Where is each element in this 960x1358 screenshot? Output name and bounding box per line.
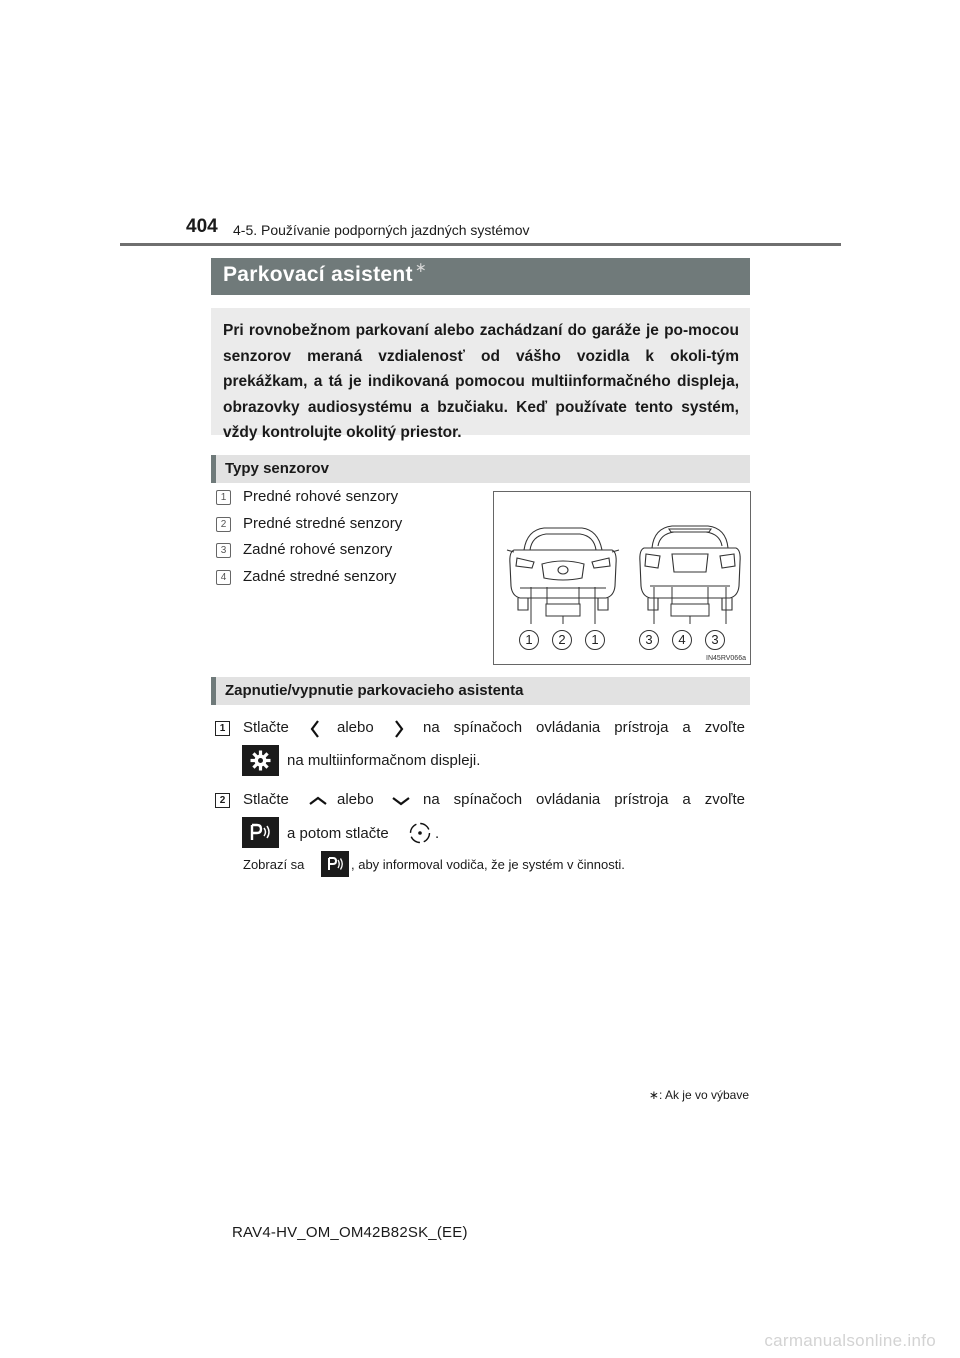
front-car-drawing bbox=[507, 528, 619, 610]
watermark: carmanualsonline.info bbox=[764, 1331, 936, 1350]
step-number-2: 2 bbox=[215, 793, 230, 808]
sensor-number-4: 4 bbox=[216, 570, 231, 585]
step2-press: Stlačte bbox=[243, 791, 289, 808]
section-title bbox=[223, 259, 427, 287]
step2-instruction: na spínačoch ovládania prístroja a zvoľte bbox=[423, 791, 745, 808]
callout-1-right: 1 bbox=[585, 630, 605, 650]
sensor-number-3: 3 bbox=[216, 543, 231, 558]
heading-accent bbox=[211, 677, 216, 705]
header-divider bbox=[120, 243, 841, 246]
chapter-title: 4-5. Používanie podporných jazdných systémov bbox=[233, 222, 530, 238]
step1-instruction: na spínačoch ovládania prístroja a zvoľte bbox=[423, 719, 745, 736]
page-number: 404 bbox=[186, 216, 218, 237]
chevron-right-icon bbox=[393, 719, 405, 739]
intro-box bbox=[211, 308, 750, 441]
figure-code: IN45RV066a bbox=[706, 655, 746, 662]
settings-gear-icon bbox=[242, 745, 279, 776]
footer-model-code: RAV4-HV_OM_OM42B82SK_(EE) bbox=[232, 1224, 468, 1241]
toggle-heading: Zapnutie/vypnutie parkovacieho asistenta bbox=[225, 682, 524, 699]
callout-2: 2 bbox=[552, 630, 572, 650]
sensor-types-heading-bar bbox=[211, 455, 750, 483]
intro-text: Pri rovnobežnom parkovaní alebo zachádzaní do garáže je po-mocou senzorov meraná vzdialenosť od vášho vozidla k okoli-tým prekážkam, a tá je indikovaná pomocou multiinformačného displeja, obrazovky audiosystému a bzučiaku. Keď používate tento systém, vždy kontrolujte okolitý priestor. bbox=[223, 322, 739, 441]
callout-3-left: 3 bbox=[639, 630, 659, 650]
step1-press: Stlačte bbox=[243, 719, 289, 736]
rear-car-drawing bbox=[640, 526, 740, 610]
sensor-location-figure bbox=[493, 491, 751, 665]
footnote-text: : Ak je vo výbave bbox=[658, 1088, 749, 1102]
step1-line2: na multiinformačnom displeji. bbox=[287, 752, 481, 769]
callout-3-right: 3 bbox=[705, 630, 725, 650]
callout-1-left: 1 bbox=[519, 630, 539, 650]
heading-accent bbox=[211, 455, 216, 483]
note-text-a: Zobrazí sa bbox=[243, 857, 305, 872]
note-text-b: , aby informoval vodiča, že je systém v činnosti. bbox=[351, 857, 625, 872]
parking-assist-indicator-icon bbox=[321, 851, 349, 877]
footnote bbox=[649, 1088, 749, 1102]
sensor-label-rear-corner: Zadné rohové senzory bbox=[243, 541, 393, 558]
chevron-left-icon bbox=[309, 719, 321, 739]
step1-or: alebo bbox=[337, 719, 374, 736]
section-title-text: Parkovací asistent bbox=[223, 263, 413, 286]
sensor-label-rear-center: Zadné stredné senzory bbox=[243, 568, 397, 585]
sensor-leader-lines bbox=[531, 587, 726, 624]
ok-button-icon bbox=[409, 822, 431, 844]
footnote-mark: ∗ bbox=[648, 1088, 659, 1102]
toggle-heading-bar bbox=[211, 677, 750, 705]
chevron-down-icon bbox=[391, 795, 411, 807]
optional-equipment-mark: ∗ bbox=[414, 259, 427, 275]
parking-assist-icon bbox=[242, 817, 279, 848]
step2-or: alebo bbox=[337, 791, 374, 808]
section-title-bar bbox=[211, 258, 750, 295]
step2-line2-b: . bbox=[435, 825, 440, 842]
callout-4: 4 bbox=[672, 630, 692, 650]
sensor-number-2: 2 bbox=[216, 517, 231, 532]
sensor-label-front-corner: Predné rohové senzory bbox=[243, 488, 399, 505]
sensor-label-front-center: Predné stredné senzory bbox=[243, 515, 403, 532]
chevron-up-icon bbox=[308, 795, 328, 807]
sensor-types-heading: Typy senzorov bbox=[225, 460, 329, 477]
sensor-number-1: 1 bbox=[216, 490, 231, 505]
step2-line2-a: a potom stlačte bbox=[287, 825, 389, 842]
step-number-1: 1 bbox=[215, 721, 230, 736]
